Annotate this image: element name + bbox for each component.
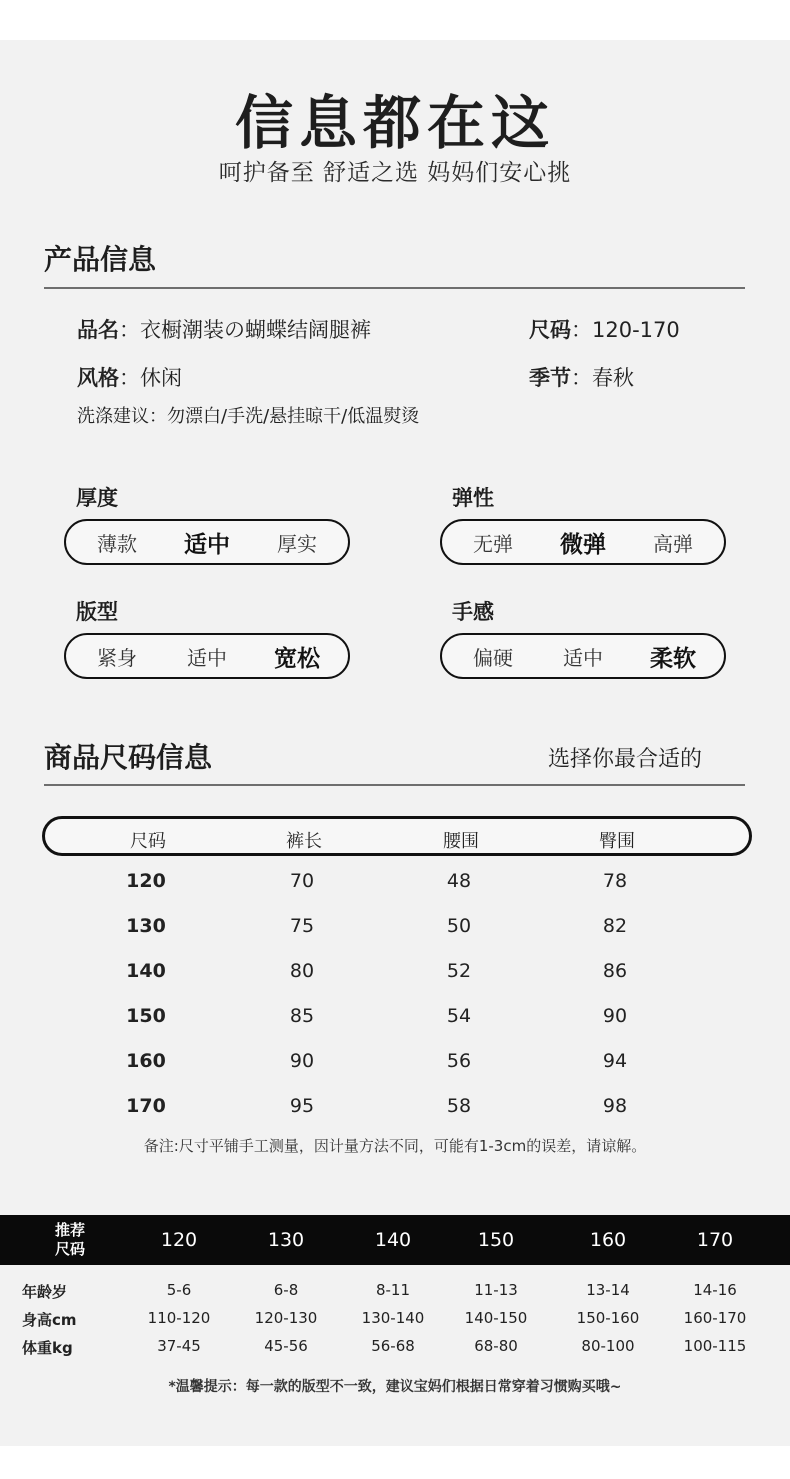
fit-scale — [64, 633, 350, 679]
age-value: 5-6 — [166, 1281, 192, 1299]
age-value: 6-8 — [273, 1281, 299, 1299]
table-row — [0, 1050, 790, 1095]
fit-title: 版型 — [76, 600, 118, 624]
waist-cell: 50 — [446, 915, 472, 937]
height-label: 身高cm — [22, 1311, 77, 1329]
height-value: 130-140 — [361, 1309, 425, 1327]
weight-value: 68-80 — [474, 1337, 518, 1355]
height-value: 160-170 — [683, 1309, 747, 1327]
table-row — [0, 960, 790, 1005]
product-season-label: 季节 — [529, 366, 571, 390]
weight-value: 37-45 — [157, 1337, 201, 1355]
recommend-size: 160 — [589, 1229, 627, 1251]
size-table-header — [42, 816, 752, 856]
hip-cell: 90 — [602, 1005, 628, 1027]
recommend-size: 140 — [374, 1229, 412, 1251]
weight-label: 体重kg — [22, 1339, 73, 1357]
recommend-label — [20, 1215, 120, 1265]
thickness-title: 厚度 — [76, 486, 118, 510]
product-style-label: 风格 — [77, 366, 119, 390]
feel-option: 偏硬 — [473, 645, 513, 670]
product-size-label: 尺码 — [529, 318, 571, 342]
elasticity-title: 弹性 — [452, 486, 494, 510]
column-header: 尺码 — [130, 831, 166, 852]
product-name-label: 品名 — [77, 318, 119, 342]
hip-cell: 98 — [602, 1095, 628, 1117]
thickness-option: 适中 — [184, 531, 230, 558]
feel-option: 柔软 — [650, 645, 696, 672]
size-cell: 160 — [126, 1050, 166, 1072]
column-header: 腰围 — [443, 831, 479, 852]
size-info-heading: 商品尺码信息 — [44, 741, 213, 774]
table-row — [0, 915, 790, 960]
waist-cell: 54 — [446, 1005, 472, 1027]
recommend-size: 150 — [477, 1229, 515, 1251]
feel-option: 适中 — [563, 645, 603, 670]
hip-cell: 94 — [602, 1050, 628, 1072]
length-cell: 70 — [289, 870, 315, 892]
weight-value: 56-68 — [371, 1337, 415, 1355]
product-season-value: ：春秋 — [571, 366, 634, 390]
fit-option: 宽松 — [274, 645, 320, 672]
age-label: 年龄岁 — [22, 1283, 68, 1301]
elasticity-scale — [440, 519, 726, 565]
page-title: 信息都在这 — [234, 89, 555, 157]
waist-cell: 48 — [446, 870, 472, 892]
length-cell: 85 — [289, 1005, 315, 1027]
elasticity-option: 无弹 — [473, 531, 513, 556]
product-style — [77, 362, 182, 392]
waist-cell: 58 — [446, 1095, 472, 1117]
table-row — [0, 1095, 790, 1140]
page-subtitle: 呵护备至 舒适之选 妈妈们安心挑 — [218, 160, 572, 186]
table-row — [0, 1005, 790, 1050]
fit-option: 紧身 — [97, 645, 137, 670]
size-cell: 120 — [126, 870, 166, 892]
age-value: 11-13 — [474, 1281, 518, 1299]
size-cell: 130 — [126, 915, 166, 937]
feel-title: 手感 — [452, 600, 494, 624]
column-header: 裤长 — [286, 831, 322, 852]
product-name-value: ：衣橱潮装の蝴蝶结阔腿裤 — [119, 318, 371, 342]
weight-value: 80-100 — [581, 1337, 635, 1355]
waist-cell: 52 — [446, 960, 472, 982]
product-name — [77, 314, 371, 344]
feel-scale — [440, 633, 726, 679]
size-cell: 150 — [126, 1005, 166, 1027]
weight-value: 100-115 — [683, 1337, 747, 1355]
height-value: 120-130 — [254, 1309, 318, 1327]
length-cell: 90 — [289, 1050, 315, 1072]
product-info-heading: 产品信息 — [44, 243, 157, 276]
weight-value: 45-56 — [264, 1337, 308, 1355]
recommend-size: 120 — [160, 1229, 198, 1251]
age-value: 13-14 — [586, 1281, 630, 1299]
recommend-size: 170 — [696, 1229, 734, 1251]
product-size-value: ：120-170 — [571, 318, 680, 342]
wash-instructions: 洗涤建议：勿漂白/手洗/悬挂晾干/低温熨烫 — [77, 406, 420, 427]
hip-cell: 82 — [602, 915, 628, 937]
height-value: 140-150 — [464, 1309, 528, 1327]
column-header: 臀围 — [599, 831, 635, 852]
thickness-scale — [64, 519, 350, 565]
height-value: 110-120 — [147, 1309, 211, 1327]
waist-cell: 56 — [446, 1050, 472, 1072]
divider — [44, 784, 745, 786]
height-value: 150-160 — [576, 1309, 640, 1327]
hip-cell: 86 — [602, 960, 628, 982]
age-value: 14-16 — [693, 1281, 737, 1299]
recommend-label-line: 推荐 — [54, 1221, 85, 1239]
size-hint: 选择你最合适的 — [548, 747, 703, 772]
measurement-note: 备注:尺寸平铺手工测量，因计量方法不同，可能有1-3cm的误差，请谅解。 — [143, 1137, 647, 1155]
product-style-value: ：休闲 — [119, 366, 182, 390]
weight-row — [0, 1337, 790, 1365]
length-cell: 75 — [289, 915, 315, 937]
fit-option: 适中 — [187, 645, 227, 670]
elasticity-option: 微弹 — [560, 531, 606, 558]
divider — [44, 287, 745, 289]
product-season — [529, 362, 634, 392]
thickness-option: 厚实 — [277, 531, 317, 556]
length-cell: 80 — [289, 960, 315, 982]
recommend-size: 130 — [267, 1229, 305, 1251]
length-cell: 95 — [289, 1095, 315, 1117]
elasticity-option: 高弹 — [653, 531, 693, 556]
recommend-label-line: 尺码 — [54, 1240, 85, 1258]
age-row — [0, 1281, 790, 1309]
height-row — [0, 1309, 790, 1337]
recommend-size-band — [0, 1215, 790, 1265]
hip-cell: 78 — [602, 870, 628, 892]
product-size-range — [529, 314, 680, 344]
size-cell: 170 — [126, 1095, 166, 1117]
table-row — [0, 870, 790, 915]
thickness-option: 薄款 — [97, 531, 137, 556]
age-value: 8-11 — [375, 1281, 411, 1299]
warm-tip: *温馨提示：每一款的版型不一致，建议宝妈们根据日常穿着习惯购买哦~ — [168, 1379, 622, 1395]
size-cell: 140 — [126, 960, 166, 982]
